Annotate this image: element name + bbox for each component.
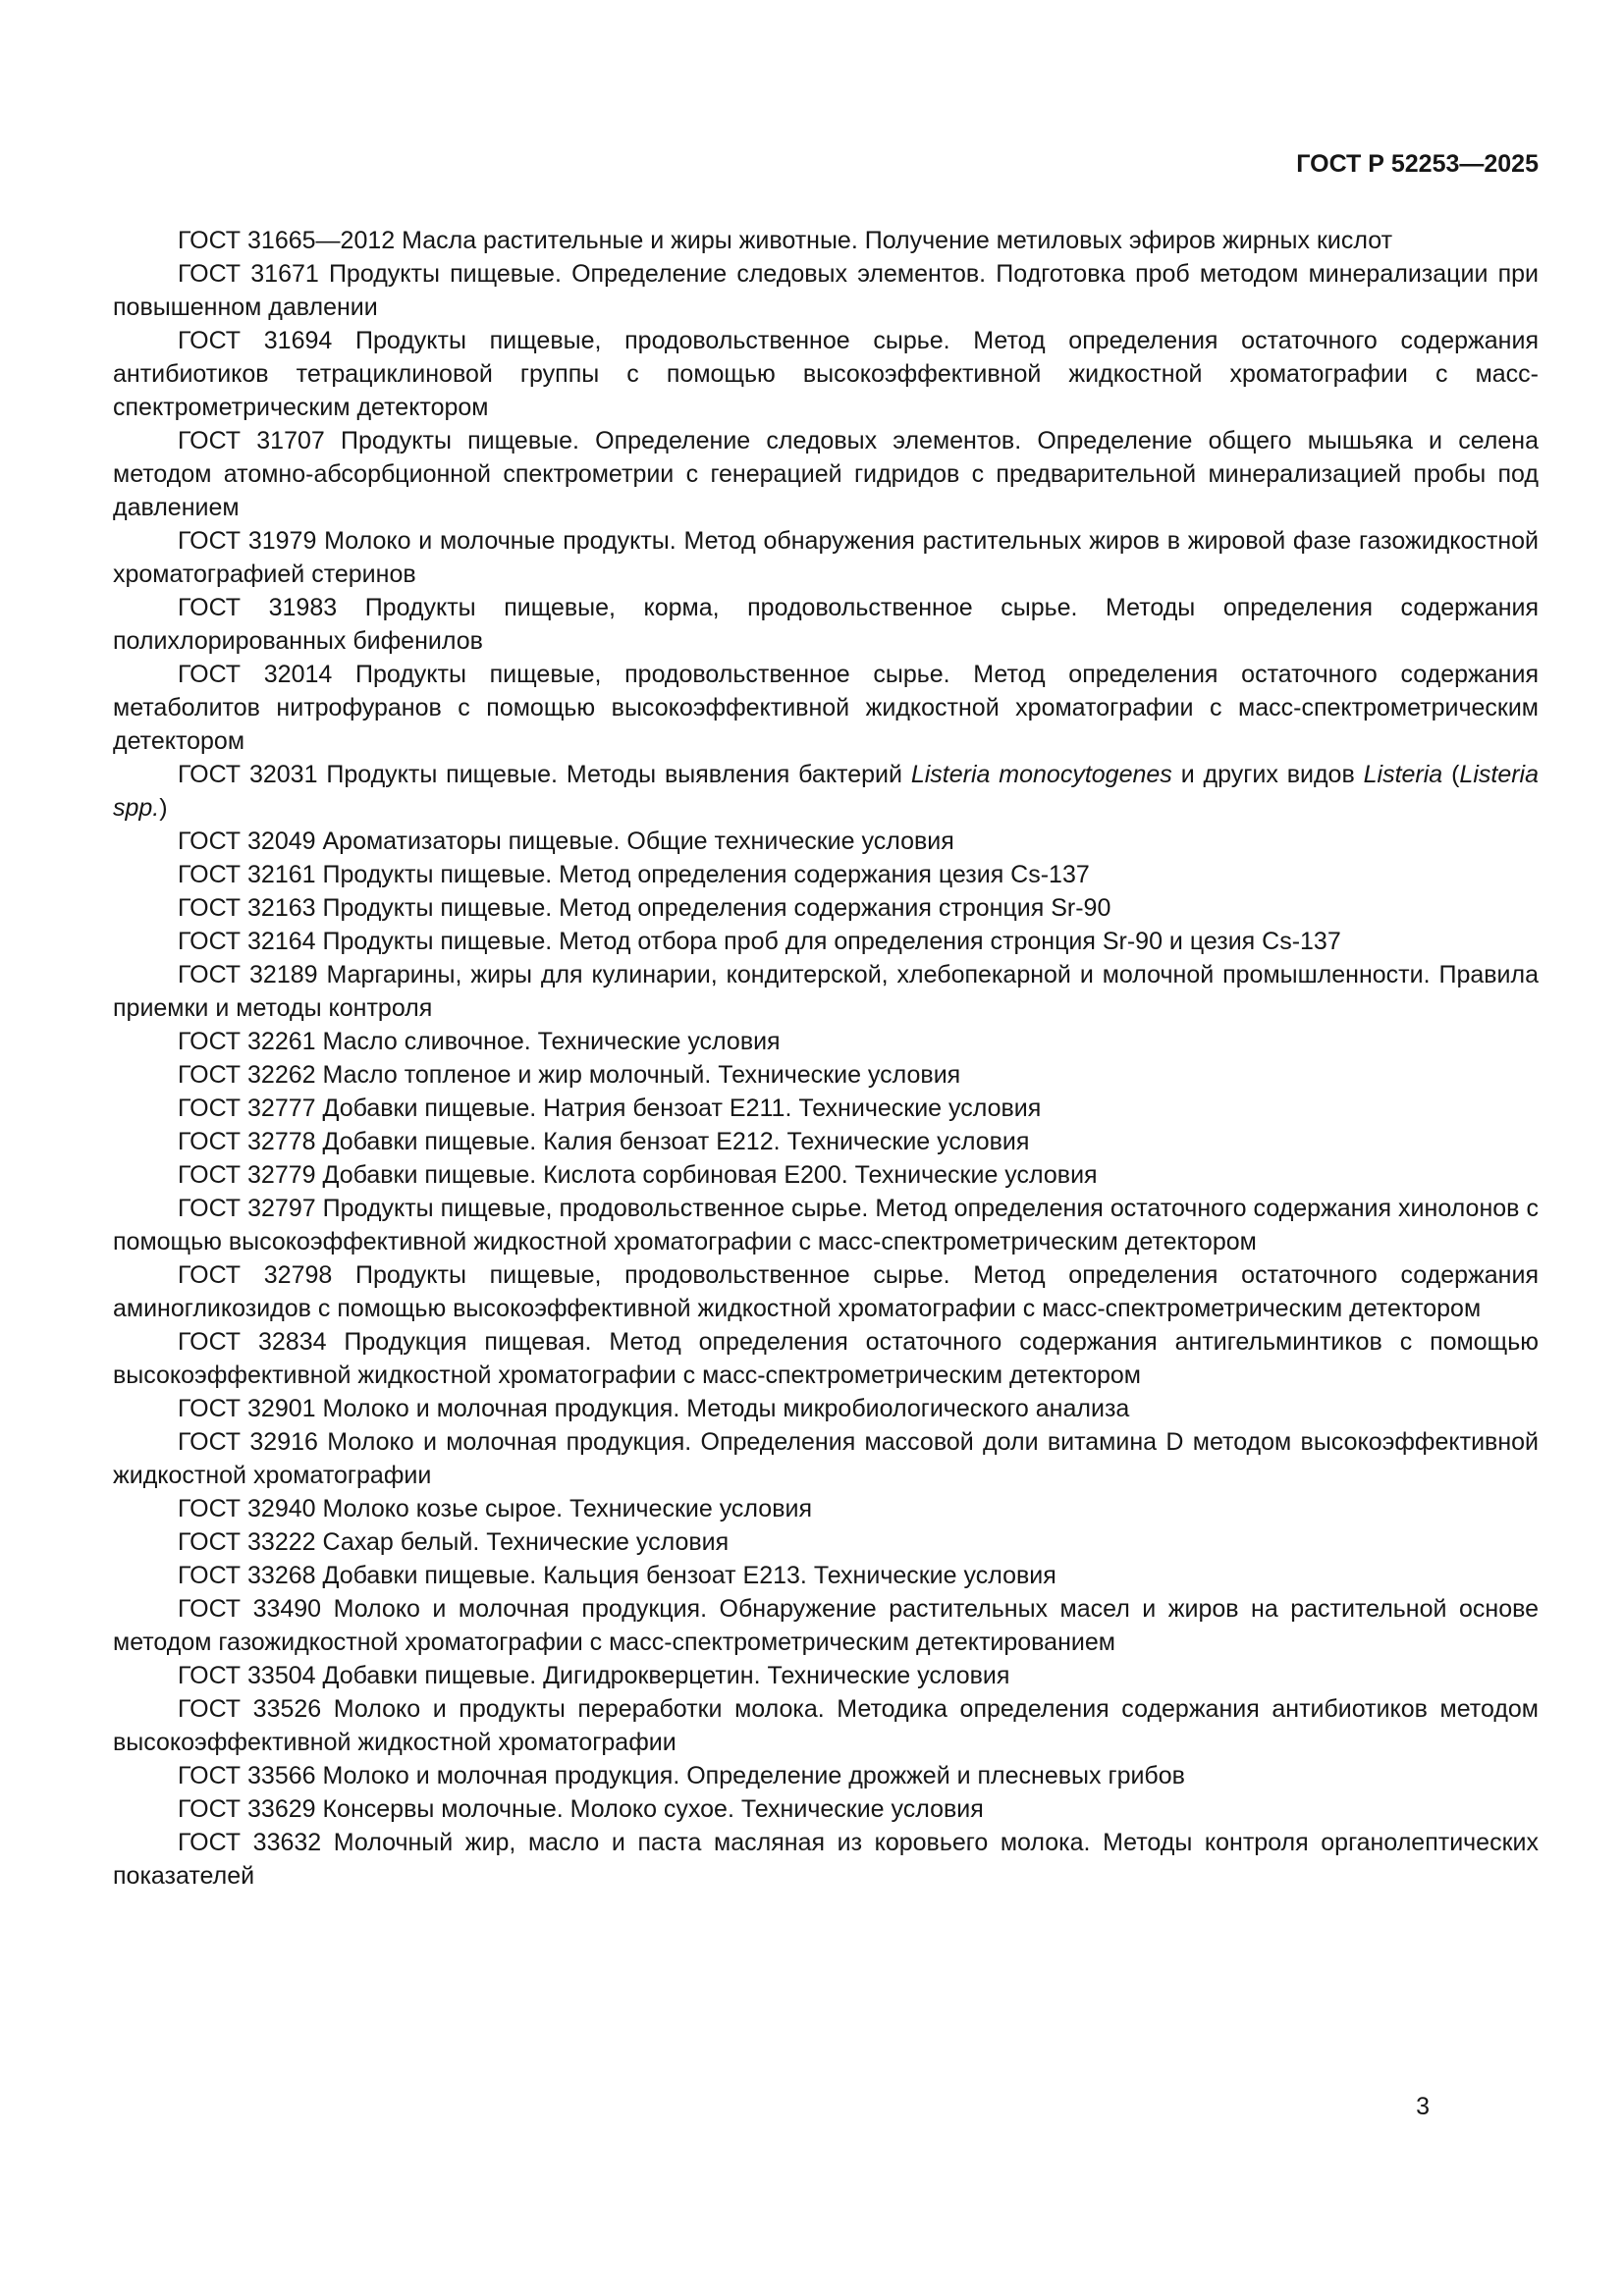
paragraph: ГОСТ 32262 Масло топленое и жир молочный. Технические условия	[178, 1061, 961, 1089]
paragraph: ГОСТ 32778 Добавки пищевые. Калия бензоат Е212. Технические условия	[178, 1128, 1030, 1155]
paragraph: ГОСТ 33632 Молочный жир, масло и паста масляная из коровьего молока. Методы контроля органолептических показателей	[113, 1829, 1539, 1890]
document-header	[113, 149, 1539, 179]
paragraph: ГОСТ 33222 Сахар белый. Технические условия	[178, 1528, 730, 1556]
document-footer	[1416, 2092, 1430, 2121]
paragraph: ГОСТ 31707 Продукты пищевые. Определение следовых элементов. Определение общего мышьяка и селена методом атомно-абсорбционной спектрометрии с генерацией гидридов с предварительной минерализацией пробы под давлением	[113, 427, 1539, 521]
doc-code: ГОСТ Р 52253—2025	[1296, 150, 1539, 178]
paragraph: ГОСТ 32163 Продукты пищевые. Метод определения содержания стронция Sr-90	[178, 894, 1111, 922]
paragraph: ГОСТ 31665—2012 Масла растительные и жиры животные. Получение метиловых эфиров жирных кислот	[178, 227, 1393, 254]
paragraph: ГОСТ 32834 Продукция пищевая. Метод определения остаточного содержания антигельминтиков с помощью высокоэффективной жидкостной хроматографии с масс-спектрометрическим детектором	[113, 1328, 1539, 1389]
paragraph: ГОСТ 31694 Продукты пищевые, продовольственное сырье. Метод определения остаточного содержания антибиотиков тетрациклиновой группы с помощью высокоэффективной жидкостной хроматографии с масс-спектрометрическим детектором	[113, 327, 1539, 421]
document-body	[113, 224, 1539, 1893]
paragraph: ГОСТ 32014 Продукты пищевые, продовольственное сырье. Метод определения остаточного содержания метаболитов нитрофуранов с помощью высокоэффективной жидкостной хроматографии с масс-спектрометрическим детектором	[113, 661, 1539, 755]
paragraph: ГОСТ 33268 Добавки пищевые. Кальция бензоат Е213. Технические условия	[178, 1562, 1056, 1589]
paragraph: ГОСТ 33490 Молоко и молочная продукция. Обнаружение растительных масел и жиров на растительной основе методом газожидкостной хроматографии с масс-спектрометрическим детектированием	[113, 1595, 1539, 1656]
paragraph: ГОСТ 32779 Добавки пищевые. Кислота сорбиновая Е200. Технические условия	[178, 1161, 1098, 1189]
paragraph: ГОСТ 32189 Маргарины, жиры для кулинарии, кондитерской, хлебопекарной и молочной промышленности. Правила приемки и методы контроля	[113, 961, 1539, 1022]
page-number: 3	[1416, 2093, 1430, 2120]
paragraph: ГОСТ 31979 Молоко и молочные продукты. Метод обнаружения растительных жиров в жировой фазе газожидкостной хроматографией стеринов	[113, 527, 1539, 588]
paragraph: ГОСТ 33526 Молоко и продукты переработки молока. Методика определения содержания антибиотиков методом высокоэффективной жидкостной хроматографии	[113, 1695, 1539, 1756]
paragraph: ГОСТ 32777 Добавки пищевые. Натрия бензоат Е211. Технические условия	[178, 1095, 1042, 1122]
paragraph: ГОСТ 32940 Молоко козье сырое. Технические условия	[178, 1495, 812, 1522]
paragraph: ГОСТ 33566 Молоко и молочная продукция. Определение дрожжей и плесневых грибов	[178, 1762, 1185, 1789]
paragraph: ГОСТ 32916 Молоко и молочная продукция. Определения массовой доли витамина D методом высокоэффективной жидкостной хроматографии	[113, 1428, 1539, 1489]
document-content	[113, 149, 1539, 1893]
paragraph: ГОСТ 31671 Продукты пищевые. Определение следовых элементов. Подготовка проб методом минерализации при повышенном давлении	[113, 260, 1539, 321]
paragraph: ГОСТ 32164 Продукты пищевые. Метод отбора проб для определения стронция Sr-90 и цезия Cs-137	[178, 928, 1341, 955]
paragraph: ГОСТ 33629 Консервы молочные. Молоко сухое. Технические условия	[178, 1795, 984, 1823]
paragraph: ГОСТ 32797 Продукты пищевые, продовольственное сырье. Метод определения остаточного содержания хинолонов с помощью высокоэффективной жидкостной хроматографии с масс-спектрометрическим детектором	[113, 1195, 1539, 1255]
paragraph: ГОСТ 32798 Продукты пищевые, продовольственное сырье. Метод определения остаточного содержания аминогликозидов с помощью высокоэффективной жидкостной хроматографии с масс-спектрометрическим детектором	[113, 1261, 1539, 1322]
paragraph: ГОСТ 32161 Продукты пищевые. Метод определения содержания цезия Cs-137	[178, 861, 1090, 888]
paragraph: ГОСТ 32049 Ароматизаторы пищевые. Общие технические условия	[178, 828, 954, 855]
paragraph: ГОСТ 32901 Молоко и молочная продукция. Методы микробиологического анализа	[178, 1395, 1130, 1422]
paragraph: ГОСТ 33504 Добавки пищевые. Дигидрокверцетин. Технические условия	[178, 1662, 1010, 1689]
paragraph: ГОСТ 32031 Продукты пищевые. Методы выявления бактерий Listeria monocytogenes и других видов Listeria (Listeria spp.)	[113, 761, 1540, 822]
paragraph: ГОСТ 31983 Продукты пищевые, корма, продовольственное сырье. Методы определения содержания полихлорированных бифенилов	[113, 594, 1539, 655]
paragraph: ГОСТ 32261 Масло сливочное. Технические условия	[178, 1028, 781, 1055]
